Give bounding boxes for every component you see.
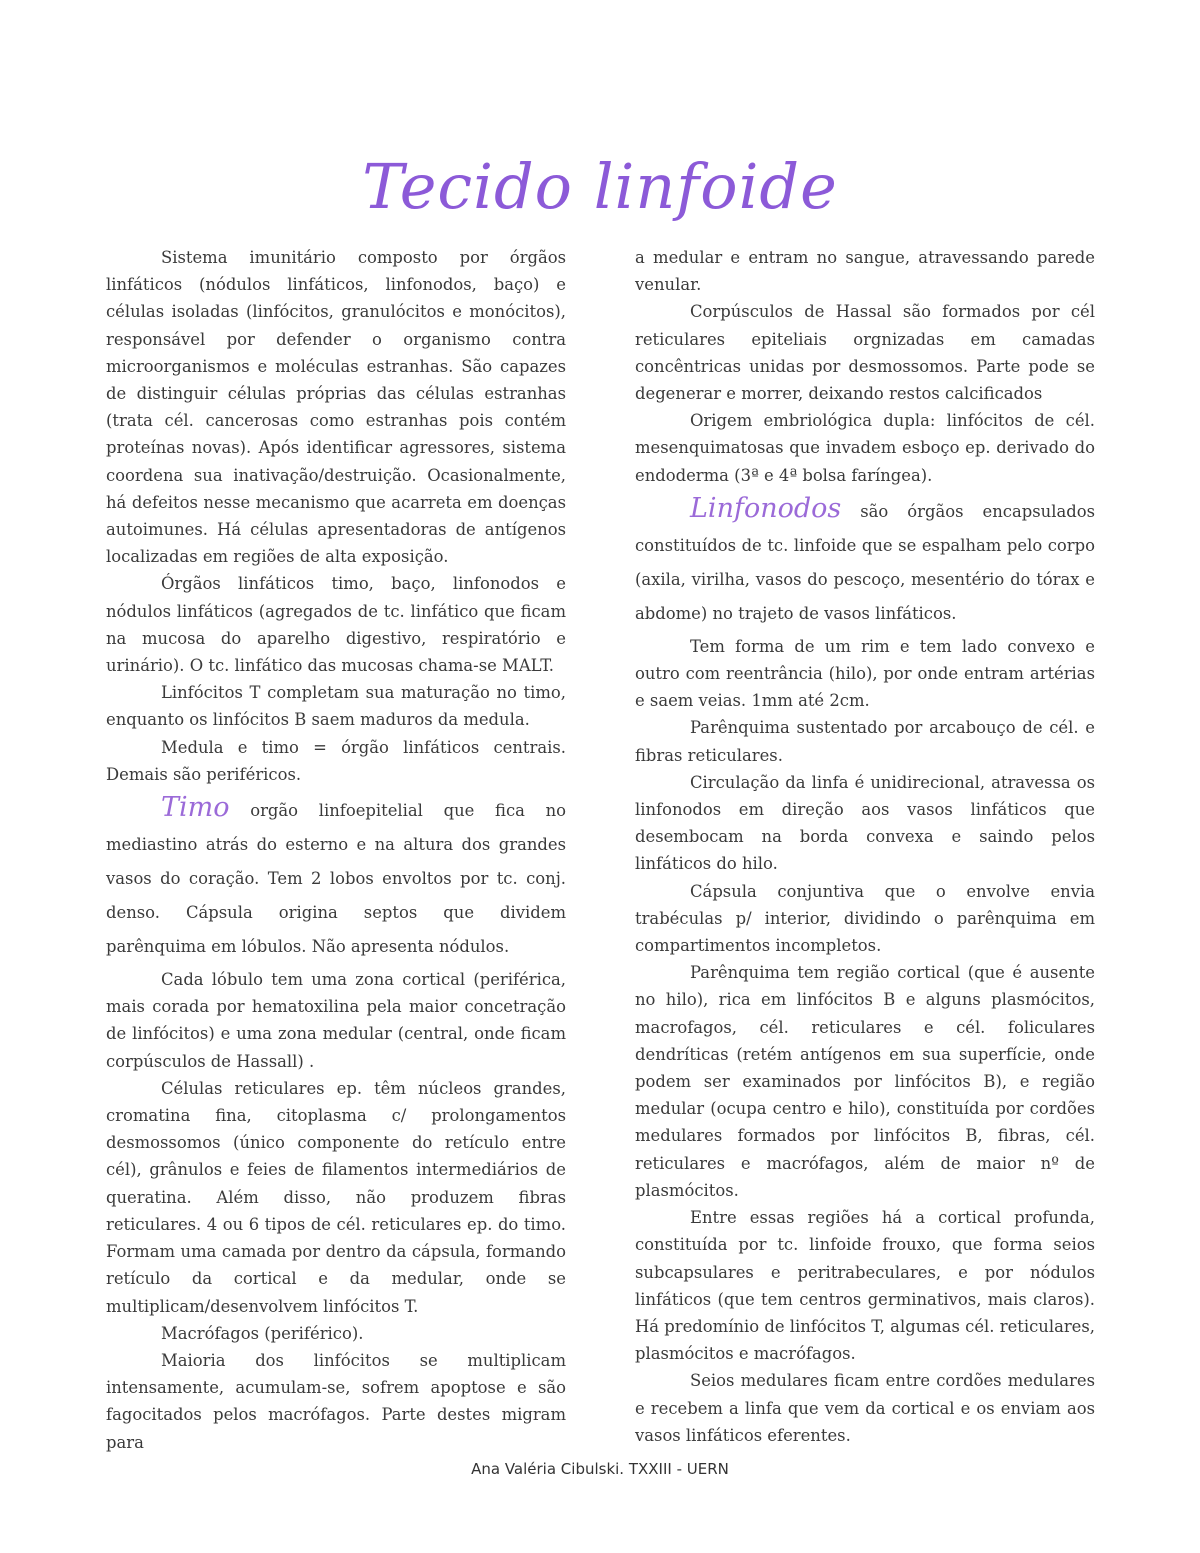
- paragraph: Entre essas regiões há a cortical profunda, constituída por tc. linfoide frouxo, que forma seios subcapsulares e peritrabeculares, e por nódulos linfáticos (que tem centros germinativos, mais claros). Há predomínio de linfócitos T, algumas cél. reticulares, plasmócitos e macrófagos.: [635, 1208, 1095, 1364]
- paragraph: Linfócitos T completam sua maturação no timo, enquanto os linfócitos B saem maduros da medula.: [106, 683, 566, 730]
- paragraph: Circulação da linfa é unidirecional, atravessa os linfonodos em direção aos vasos linfáticos que desembocam na borda convexa e saindo pelos linfáticos do hilo.: [635, 772, 1095, 874]
- left-column: [106, 244, 566, 1456]
- section-heading-linfonodos: Linfonodos: [690, 492, 842, 524]
- paragraph: Origem embriológica dupla: linfócitos de cél. mesenquimatosas que invadem esboço ep. derivado do endoderma (3ª e 4ª bolsa faríngea).: [635, 411, 1095, 485]
- paragraph: Medula e timo = órgão linfáticos centrais. Demais são periféricos.: [106, 737, 566, 784]
- page-title: Tecido linfoide: [362, 150, 838, 223]
- paragraph: Cada lóbulo tem uma zona cortical (periférica, mais corada por hematoxilina pela maior concetração de linfócitos) e uma zona medular (central, onde ficam corpúsculos de Hassall) .: [106, 970, 566, 1071]
- linfonodos-intro-text: são órgãos encapsulados constituídos de tc. linfoide que se espalham pelo corpo (axila, virilha, vasos do pescoço, mesentério do tórax e abdome) no trajeto de vasos linfáticos.: [635, 501, 1095, 623]
- paragraph: Células reticulares ep. têm núcleos grandes, cromatina fina, citoplasma c/ prolongamentos desmossomos (único componente do retículo entre cél), grânulos e feies de filamentos intermediários de queratina. Além disso, não produzem fibras reticulares. 4 ou 6 tipos de cél. reticulares ep. do timo. Formam uma camada por dentro da cápsula, formando retículo da cortical e da medular, onde se multiplicam/desenvolvem linfócitos T.: [106, 1078, 566, 1316]
- timo-paragraph: [106, 794, 566, 964]
- paragraph: Sistema imunitário composto por órgãos linfáticos (nódulos linfáticos, linfonodos, baço) e células isoladas (linfócitos, granulócitos e monócitos), responsável por defender o organismo contra microorganismos e moléculas estranhas. São capazes de distinguir células próprias das células estranhas (trata cél. cancerosas como estranhas pois contém proteínas novas). Após identificar agressores, sistema coordena sua inativação/destruição. Ocasionalmente, há defeitos nesse mecanismo que acarreta em doenças autoimunes. Há células apresentadoras de antígenos localizadas em regiões de alta exposição.: [106, 248, 566, 567]
- linfonodos-paragraph: [635, 492, 1095, 631]
- paragraph: Parênquima tem região cortical (que é ausente no hilo), rica em linfócitos B e alguns plasmócitos, macrofagos, cél. reticulares e cél. foliculares dendríticas (retém antígenos em sua superfície, onde podem ser examinados por linfócitos B), e região medular (ocupa centro e hilo), constituída por cordões medulares formados por linfócitos B, fibras, cél. reticulares e macrófagos, além de maior nº de plasmócitos.: [635, 963, 1095, 1200]
- page-footer: Ana Valéria Cibulski. TXXIII - UERN: [471, 1460, 729, 1478]
- paragraph: Corpúsculos de Hassal são formados por cél reticulares epiteliais orgnizadas em camadas concêntricas unidas por desmossomos. Parte pode se degenerar e morrer, deixando restos calcificados: [635, 302, 1095, 404]
- paragraph: Órgãos linfáticos timo, baço, linfonodos e nódulos linfáticos (agregados de tc. linfático que ficam na mucosa do aparelho digestivo, respiratório e urinário). O tc. linfático das mucosas chama-se MALT.: [106, 574, 566, 676]
- paragraph: Macrófagos (periférico).: [161, 1323, 364, 1343]
- paragraph: Parênquima sustentado por arcabouço de cél. e fibras reticulares.: [635, 718, 1095, 765]
- timo-intro-text: orgão linfoepitelial que fica no mediastino atrás do esterno e na altura dos grandes vasos do coração. Tem 2 lobos envoltos por tc. conj. denso. Cápsula origina septos que dividem parênquima em lóbulos. Não apresenta nódulos.: [106, 801, 566, 957]
- paragraph: Cápsula conjuntiva que o envolve envia trabéculas p/ interior, dividindo o parênquima em compartimentos incompletos.: [635, 881, 1095, 956]
- paragraph: Maioria dos linfócitos se multiplicam intensamente, acumulam-se, sofrem apoptose e são fagocitados pelos macrófagos. Parte destes migram para: [106, 1350, 566, 1452]
- section-heading-timo: Timo: [161, 792, 230, 824]
- paragraph: Seios medulares ficam entre cordões medulares e recebem a linfa que vem da cortical e os enviam aos vasos linfáticos eferentes.: [635, 1371, 1095, 1445]
- right-column: [635, 244, 1095, 1449]
- paragraph: Tem forma de um rim e tem lado convexo e outro com reentrância (hilo), por onde entram artérias e saem veias. 1mm até 2cm.: [635, 636, 1095, 711]
- paragraph: a medular e entram no sangue, atravessando parede venular.: [635, 248, 1095, 295]
